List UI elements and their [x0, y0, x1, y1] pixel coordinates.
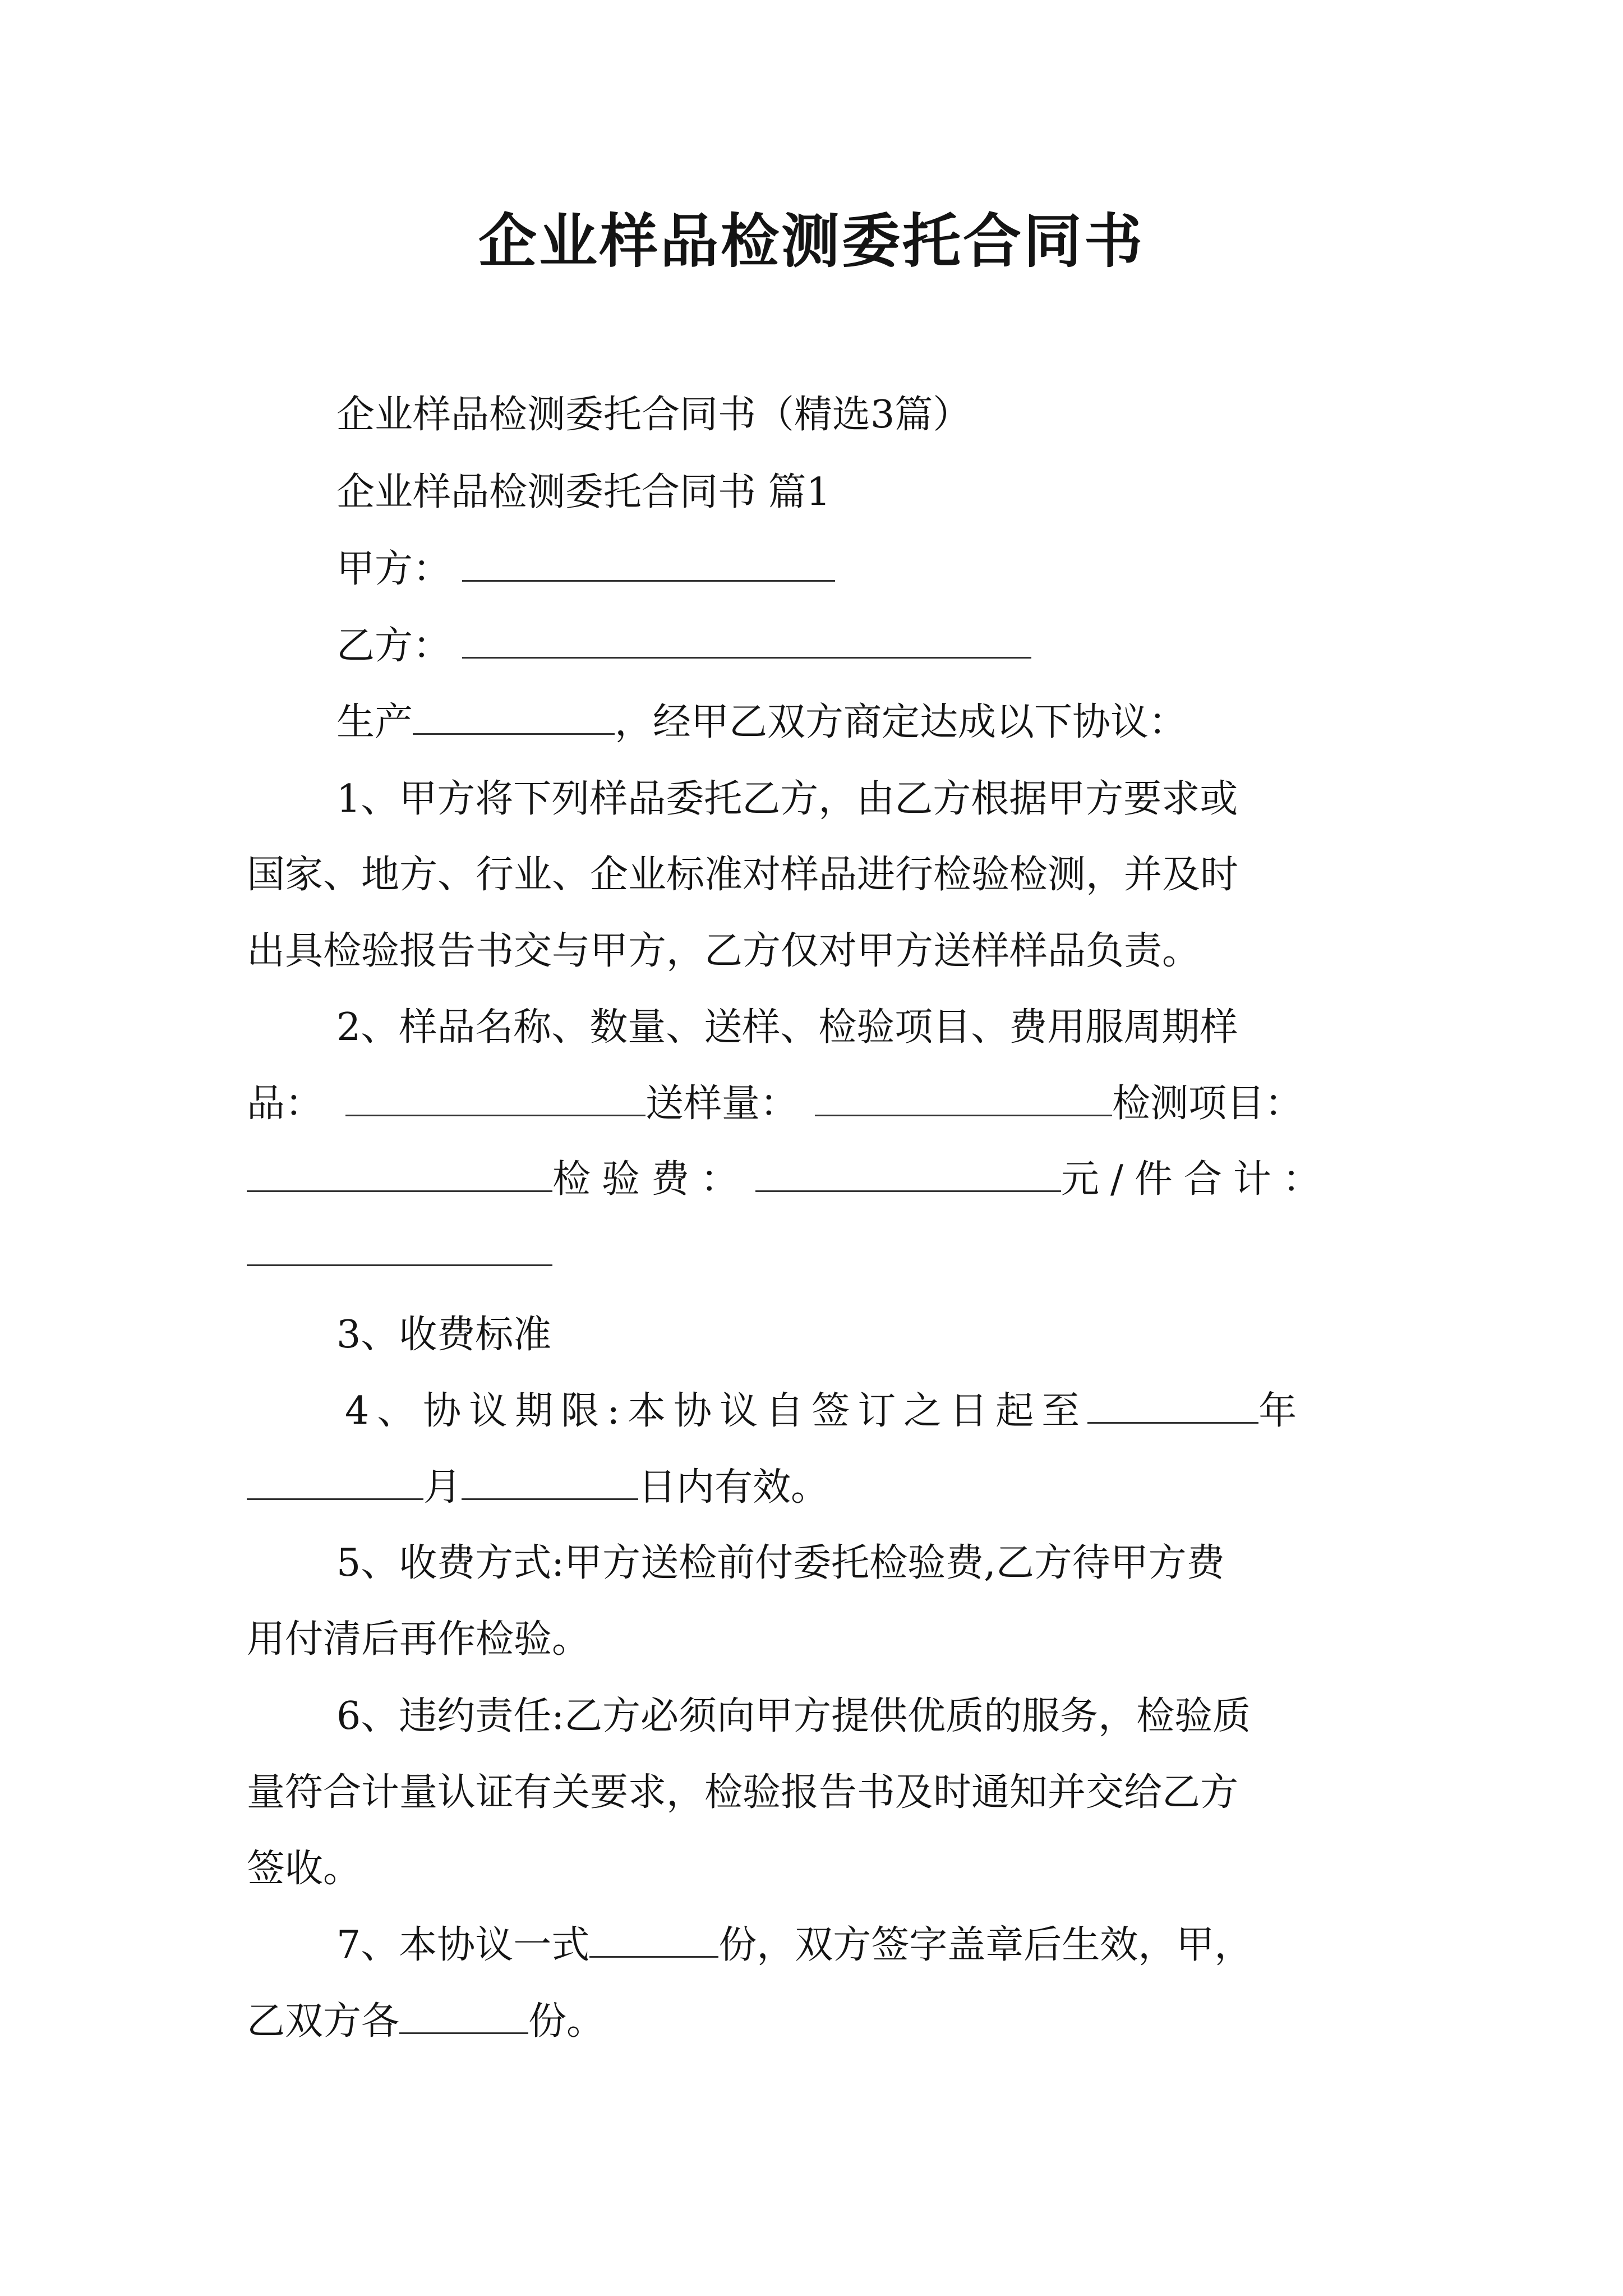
unit-total-label: 元/件合计：	[1061, 1157, 1332, 1202]
clause-1-line-1: 1、甲方将下列样品委托乙方，由乙方根据甲方要求或	[336, 777, 1238, 821]
party-a-blank	[462, 545, 835, 582]
clause-3: 3、收费标准	[336, 1313, 552, 1357]
party-a-label: 甲方：	[336, 547, 451, 591]
production-label: 生产	[336, 700, 413, 744]
clause-4-line-2	[247, 1460, 829, 1516]
production-line	[336, 694, 1187, 751]
production-after: ，经甲乙双方商定达成以下协议：	[615, 700, 1187, 744]
term-month-blank	[247, 1464, 423, 1500]
term-month-label: 月	[423, 1465, 462, 1510]
party-b-blank	[462, 622, 1031, 659]
copies-each-blank	[399, 1998, 528, 2034]
term-year-label: 年	[1258, 1389, 1305, 1433]
sample-qty-blank	[815, 1080, 1112, 1116]
sample-name-blank	[345, 1080, 645, 1116]
clause-6-line-1: 6、违约责任:乙方必须向甲方提供优质的服务，检验质	[336, 1694, 1251, 1738]
party-b-line	[336, 618, 1031, 674]
copies-each-end: 份。	[528, 1999, 605, 2044]
clause-7-line-2	[247, 1994, 605, 2050]
subtitle: 企业样品检测委托合同书（精选3篇）	[336, 393, 971, 437]
clause-1-line-3: 出具检验报告书交与甲方，乙方仅对甲方送样样品负责。	[247, 929, 1201, 973]
party-a-line	[336, 541, 835, 597]
clause-5-line-1: 5、收费方式:甲方送检前付委托检验费,乙方待甲方费	[336, 1541, 1225, 1585]
clause-2-line-2	[247, 1076, 1303, 1132]
copies-each-lead: 乙双方各	[247, 1999, 400, 2044]
fee-label: 检验费：	[552, 1157, 750, 1202]
term-day-label: 日内有效。	[638, 1465, 829, 1510]
sample-qty-label: 送样量：	[645, 1082, 799, 1126]
copies-lead: 7、本协议一式	[336, 1923, 590, 1967]
sample-name-label: 品：	[247, 1082, 324, 1126]
test-items-blank	[247, 1156, 552, 1192]
clause-6-line-3: 签收。	[247, 1847, 362, 1891]
production-blank	[413, 698, 615, 735]
copies-total-blank	[589, 1921, 718, 1958]
clause-6-line-2: 量符合计量认证有关要求，检验报告书及时通知并交给乙方	[247, 1770, 1239, 1815]
total-blank	[247, 1230, 552, 1266]
term-year-blank	[1087, 1387, 1258, 1424]
party-b-label: 乙方：	[336, 624, 451, 668]
section-heading: 企业样品检测委托合同书 篇1	[336, 470, 831, 514]
clause-5-line-2: 用付清后再作检验。	[247, 1617, 591, 1662]
clause-7-line-1	[336, 1917, 1252, 1973]
fee-blank	[755, 1156, 1061, 1192]
copies-middle: 份，双方签字盖章后生效，甲，	[718, 1923, 1253, 1967]
test-items-label: 检测项目：	[1112, 1082, 1303, 1126]
clause-2-line-3	[247, 1152, 1332, 1208]
term-day-blank	[462, 1464, 638, 1500]
clause-4-line-1	[345, 1383, 1304, 1439]
clause-2-line-1: 2、样品名称、数量、送样、检验项目、费用服周期样	[336, 1005, 1238, 1050]
term-lead: 4、协议期限:本协议自签订之日起至	[345, 1389, 1088, 1433]
clause-2-line-4	[247, 1226, 552, 1282]
clause-1-line-2: 国家、地方、行业、企业标准对样品进行检验检测，并及时	[247, 853, 1239, 897]
document-title: 企业样品检测委托合同书	[478, 206, 1145, 275]
